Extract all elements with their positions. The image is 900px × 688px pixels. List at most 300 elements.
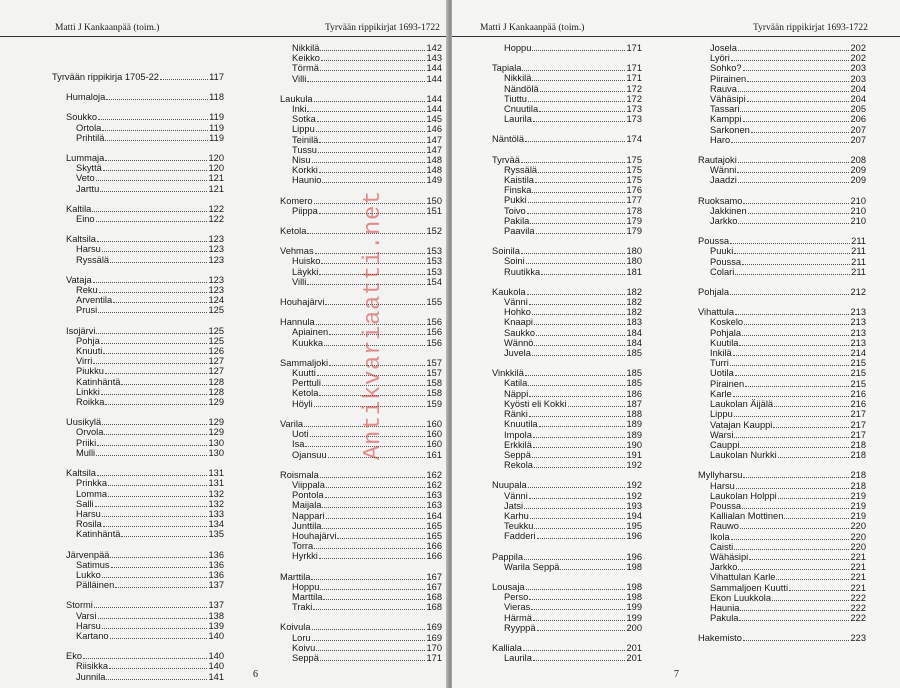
- toc-entry-page: 162: [426, 479, 442, 490]
- toc-entry-title: Warsi: [710, 429, 734, 440]
- dot-leader: [731, 135, 849, 143]
- dot-leader: [744, 317, 849, 325]
- toc-entry-page: 183: [626, 317, 642, 328]
- toc-entry-title: Haunio: [292, 175, 322, 186]
- toc-entry-page: 211: [851, 246, 866, 257]
- toc-entry-page: 148: [426, 165, 442, 176]
- toc-entry: [492, 246, 642, 256]
- dot-leader: [776, 572, 849, 580]
- toc-entry-page: 118: [209, 92, 224, 103]
- toc-entry-page: 134: [208, 519, 224, 530]
- toc-entry-title: Tussu: [292, 144, 317, 155]
- toc-entry-title: Myllyharsu: [698, 470, 743, 481]
- toc-entry-title: Ortola: [76, 122, 102, 133]
- dot-leader: [102, 244, 208, 252]
- toc-entry: [52, 112, 224, 122]
- toc-entry-title: Marttila: [280, 571, 311, 582]
- toc-entry-page: 167: [426, 571, 442, 582]
- toc-entry: [698, 562, 866, 572]
- toc-entry-page: 174: [626, 134, 642, 145]
- dot-leader: [106, 672, 207, 680]
- dot-leader: [539, 104, 625, 112]
- toc-entry-title: Koivula: [280, 622, 311, 633]
- toc-entry: [52, 519, 224, 529]
- toc-entry: [52, 560, 224, 570]
- dot-leader: [110, 550, 207, 558]
- toc-entry-title: Ruoksamo: [698, 195, 743, 206]
- toc-entry-title: Jarkko: [710, 216, 738, 227]
- dot-leader: [313, 602, 425, 610]
- toc-entry: [698, 399, 866, 409]
- dot-leader: [522, 63, 625, 71]
- dot-leader: [101, 387, 208, 395]
- toc-entry-page: 199: [626, 612, 642, 623]
- toc-entry: [698, 125, 866, 135]
- toc-entry: [280, 602, 442, 612]
- toc-entry-title: Sotka: [292, 114, 316, 125]
- toc-entry: [698, 603, 866, 613]
- toc-entry-page: 181: [626, 266, 642, 277]
- toc-entry: [492, 460, 642, 470]
- toc-entry: [492, 491, 642, 501]
- toc-entry: [698, 338, 866, 348]
- toc-entry-title: Tassari: [710, 104, 740, 115]
- dot-leader: [322, 175, 425, 183]
- toc-entry-title: Nändölä: [504, 83, 539, 94]
- toc-entry: [698, 216, 866, 226]
- toc-entry-page: 140: [208, 651, 224, 662]
- dot-leader: [773, 420, 849, 428]
- toc-entry-title: Vänni: [504, 490, 528, 501]
- dot-leader: [537, 623, 626, 631]
- dot-leader: [734, 409, 850, 417]
- dot-leader: [102, 123, 208, 131]
- toc-entry-title: Lyöri: [710, 53, 730, 64]
- dot-leader: [747, 74, 849, 82]
- toc-entry: [52, 163, 224, 173]
- toc-entry-page: 204: [850, 94, 866, 105]
- dot-leader: [102, 621, 208, 629]
- toc-entry-title: Skyttä: [76, 163, 102, 174]
- toc-entry-page: 154: [426, 276, 442, 287]
- dot-leader: [738, 562, 849, 570]
- toc-entry-title: Pohjala: [698, 287, 730, 298]
- toc-entry-title: Reku: [76, 285, 98, 296]
- toc-entry: [492, 155, 642, 165]
- toc-entry-page: 126: [208, 346, 224, 357]
- dot-leader: [96, 448, 207, 456]
- toc-entry: [280, 653, 442, 663]
- toc-entry: [280, 500, 442, 510]
- toc-entry-title: Cnuutila: [504, 104, 539, 115]
- toc-entry: [698, 317, 866, 327]
- running-header-left: [0, 0, 448, 37]
- toc-entry-page: 170: [426, 642, 442, 653]
- toc-entry-page: 136: [208, 549, 224, 560]
- toc-entry: [698, 491, 866, 501]
- dot-leader: [778, 491, 850, 499]
- toc-entry-title: Eko: [66, 651, 83, 662]
- dot-leader: [160, 72, 208, 80]
- dot-leader: [568, 399, 626, 407]
- toc-entry: [52, 468, 224, 478]
- toc-entry-title: Haunia: [710, 602, 740, 613]
- toc-entry: [492, 562, 642, 572]
- toc-entry-page: 161: [426, 449, 442, 460]
- toc-entry-page: 142: [426, 43, 442, 53]
- dot-leader: [743, 114, 850, 122]
- toc-entry-page: 201: [626, 642, 642, 653]
- dot-leader: [105, 133, 208, 141]
- toc-entry-title: Koskelo: [710, 317, 744, 328]
- dot-leader: [319, 551, 426, 559]
- toc-entry-title: Lukko: [76, 569, 101, 580]
- dot-leader: [731, 53, 850, 61]
- dot-leader: [312, 633, 426, 641]
- dot-leader: [319, 165, 426, 173]
- toc-entry-title: Ketola: [280, 226, 307, 237]
- toc-entry-title: Tiuttu: [504, 93, 527, 104]
- toc-entry-title: Caisti: [710, 541, 734, 552]
- dot-leader: [106, 92, 208, 100]
- toc-entry: [698, 74, 866, 84]
- toc-entry-title: Katila: [504, 378, 528, 389]
- toc-entry: [52, 621, 224, 631]
- dot-leader: [108, 489, 207, 497]
- toc-entry-title: Viippala: [292, 479, 325, 490]
- toc-entry-page: 203: [850, 63, 866, 74]
- toc-entry-title: Mulli: [76, 447, 96, 458]
- toc-entry-title: Colari: [710, 266, 735, 277]
- toc-entry: [698, 409, 866, 419]
- toc-entry-title: Salli: [76, 498, 94, 509]
- toc-entry-title: Härmä: [504, 612, 532, 623]
- toc-entry-page: 139: [208, 620, 224, 631]
- toc-entry-title: Stormi: [66, 600, 93, 611]
- toc-entry: [52, 550, 224, 560]
- toc-entry-title: Roikka: [76, 397, 105, 408]
- toc-entry-page: 132: [208, 498, 224, 509]
- dot-leader: [312, 622, 426, 630]
- toc-entry-title: Piirainen: [710, 73, 747, 84]
- toc-entry-page: 160: [426, 429, 442, 440]
- toc-entry-title: Roismala: [280, 469, 319, 480]
- toc-entry-title: Junnila: [76, 671, 106, 682]
- toc-entry: [698, 246, 866, 256]
- dot-leader: [321, 53, 426, 61]
- toc-entry-title: Pirainen: [710, 378, 745, 389]
- toc-entry: [492, 623, 642, 633]
- dot-leader: [529, 592, 625, 600]
- dot-leader: [93, 275, 208, 283]
- dot-leader: [735, 267, 850, 275]
- toc-entry-page: 215: [850, 358, 866, 369]
- toc-entry: [52, 346, 224, 356]
- toc-entry-page: 119: [209, 112, 224, 123]
- dot-leader: [100, 184, 207, 192]
- dot-leader: [740, 440, 849, 448]
- toc-entry-title: Fadderi: [504, 531, 536, 542]
- toc-entry: [492, 430, 642, 440]
- toc-entry: [52, 611, 224, 621]
- dot-leader: [121, 529, 207, 537]
- toc-entry-page: 124: [208, 295, 224, 306]
- toc-entry-title: Inkilä: [710, 348, 732, 359]
- dot-leader: [532, 450, 626, 458]
- toc-entry: [52, 377, 224, 387]
- toc-entry-title: Kartano: [76, 630, 109, 641]
- toc-entry: [492, 297, 642, 307]
- toc-entry-title: Pontola: [292, 490, 324, 501]
- dot-leader: [320, 582, 425, 590]
- toc-entry: [698, 511, 866, 521]
- dot-leader: [525, 134, 625, 142]
- dot-leader: [532, 185, 625, 193]
- toc-entry-page: 218: [850, 439, 866, 450]
- dot-leader: [530, 216, 625, 224]
- toc-entry-title: Puuki: [710, 246, 734, 257]
- dot-leader: [751, 125, 850, 133]
- toc-entry: [52, 427, 224, 437]
- toc-entry-title: Laurila: [504, 114, 532, 125]
- dot-leader: [96, 173, 208, 181]
- toc-entry: [492, 165, 642, 175]
- dot-leader: [532, 73, 625, 81]
- toc-entry: [698, 307, 866, 317]
- toc-entry: [698, 328, 866, 338]
- dot-leader: [534, 521, 625, 529]
- dot-leader: [530, 511, 626, 519]
- dot-leader: [743, 470, 849, 478]
- toc-entry-page: 201: [626, 653, 642, 664]
- dot-leader: [527, 206, 626, 214]
- toc-entry: [698, 287, 866, 297]
- toc-entry-title: Katinhäntä: [76, 529, 121, 540]
- dot-leader: [110, 631, 208, 639]
- dot-leader: [110, 255, 207, 263]
- header-editor: Matti J Kankaanpää (toim.): [480, 23, 585, 33]
- dot-leader: [532, 348, 626, 356]
- toc-entry-title: Impola: [504, 429, 532, 440]
- toc-entry-title: Humaloja: [66, 92, 106, 103]
- dot-leader: [526, 256, 626, 264]
- dot-leader: [528, 480, 626, 488]
- toc-entry-page: 165: [426, 530, 442, 541]
- toc-entry: [492, 195, 642, 205]
- toc-entry: [52, 153, 224, 163]
- toc-entry: [492, 256, 642, 266]
- dot-leader: [738, 155, 850, 163]
- toc-entry-page: 127: [208, 366, 224, 377]
- toc-entry-page: 171: [626, 63, 642, 74]
- toc-entry-title: Vinkkilä: [492, 368, 524, 379]
- toc-entry-page: 156: [426, 327, 442, 338]
- toc-entry: [492, 511, 642, 521]
- toc-entry-page: 144: [426, 104, 442, 115]
- toc-entry-page: 147: [426, 144, 442, 155]
- dot-leader: [537, 531, 626, 539]
- toc-entry: [52, 356, 224, 366]
- toc-entry-page: 195: [626, 521, 642, 532]
- toc-entry-title: Piippa: [292, 205, 318, 216]
- toc-entry-title: Nikkilä: [292, 43, 320, 53]
- toc-entry-title: Koivu: [292, 642, 316, 653]
- dot-leader: [96, 326, 207, 334]
- toc-entry: [492, 552, 642, 562]
- toc-entry-page: 123: [208, 244, 224, 255]
- toc-entry-page: 136: [208, 559, 224, 570]
- toc-entry: [52, 123, 224, 133]
- toc-entry: [280, 74, 442, 84]
- toc-entry: [280, 155, 442, 165]
- toc-entry: [492, 287, 642, 297]
- toc-entry-title: Järvenpää: [66, 549, 110, 560]
- toc-entry: [492, 94, 642, 104]
- toc-entry-page: 144: [426, 63, 442, 74]
- toc-entry-title: Wänni: [710, 165, 737, 176]
- dot-leader: [109, 661, 207, 669]
- toc-entry-title: Uotila: [710, 368, 734, 379]
- toc-entry-page: 144: [426, 73, 442, 84]
- dot-leader: [105, 153, 207, 161]
- toc-entry-page: 202: [850, 53, 866, 64]
- toc-entry-page: 166: [426, 541, 442, 552]
- toc-entry-title: Prusi: [76, 305, 98, 316]
- toc-entry: [492, 419, 642, 429]
- right-page: [452, 0, 900, 688]
- dot-leader: [541, 267, 625, 275]
- toc-entry-page: 128: [208, 386, 224, 397]
- toc-entry: [492, 226, 642, 236]
- toc-entry: [698, 613, 866, 623]
- dot-leader: [733, 389, 850, 397]
- dot-leader: [97, 468, 208, 476]
- dot-leader: [98, 611, 208, 619]
- toc-entry: [698, 440, 866, 450]
- toc-entry-title: Prihtilä: [76, 132, 105, 143]
- toc-entry-page: 156: [426, 317, 442, 328]
- toc-entry: [698, 104, 866, 114]
- toc-entry-title: Sammaljoen Kuutti: [710, 582, 789, 593]
- toc-entry: [52, 204, 224, 214]
- dot-leader: [743, 633, 850, 641]
- toc-entry-title: Perttuli: [292, 378, 321, 389]
- toc-entry-page: 175: [626, 175, 642, 186]
- toc-entry-page: 127: [208, 356, 224, 367]
- toc-entry: [52, 651, 224, 661]
- dot-leader: [102, 417, 207, 425]
- dot-leader: [105, 366, 208, 374]
- toc-entry-title: Saukko: [504, 327, 536, 338]
- toc-entry-page: 136: [208, 569, 224, 580]
- toc-entry-title: Näppi: [504, 388, 529, 399]
- toc-entry-title: Varsi: [76, 610, 97, 621]
- dot-leader: [742, 257, 850, 265]
- toc-entry-page: 175: [626, 164, 642, 175]
- dot-leader: [105, 397, 207, 405]
- dot-leader: [307, 104, 425, 112]
- toc-entry-page: 144: [426, 93, 442, 104]
- toc-entry-page: 213: [850, 317, 866, 328]
- dot-leader: [528, 94, 626, 102]
- toc-entry: [52, 417, 224, 427]
- dot-leader: [323, 592, 425, 600]
- toc-entry-title: Eino: [76, 214, 95, 225]
- toc-entry: [492, 43, 642, 53]
- dot-leader: [736, 481, 850, 489]
- toc-entry-title: Finska: [504, 185, 532, 196]
- header-title: Tyrvään rippikirjat 1693-1722: [753, 23, 868, 33]
- toc-entry-title: Teinilä: [292, 134, 319, 145]
- toc-entry: [52, 438, 224, 448]
- toc-entry-page: 216: [850, 388, 866, 399]
- toc-entry-page: 203: [850, 73, 866, 84]
- toc-entry: [492, 653, 642, 663]
- toc-entry: [492, 73, 642, 83]
- dot-leader: [521, 246, 626, 254]
- toc-entry-page: 171: [626, 73, 642, 84]
- dot-leader: [320, 470, 426, 478]
- toc-entry-title: Loru: [292, 632, 311, 643]
- toc-entry: [52, 499, 224, 509]
- toc-entry-title: Rekola: [504, 460, 533, 471]
- toc-entry-title: Katinhäntä: [76, 376, 121, 387]
- toc-entry: [698, 267, 866, 277]
- toc-entry-page: 185: [626, 378, 642, 389]
- toc-entry-title: Junttila: [292, 520, 322, 531]
- dot-leader: [789, 583, 849, 591]
- toc-entry-title: Ryssälä: [76, 254, 110, 265]
- toc-entry: [52, 255, 224, 265]
- toc-entry-page: 221: [850, 582, 866, 593]
- toc-entry-title: Traki: [292, 602, 313, 613]
- dot-leader: [521, 155, 626, 163]
- toc-entry-title: Höyli: [292, 398, 313, 409]
- toc-entry: [52, 489, 224, 499]
- toc-entry-title: Laukula: [280, 93, 313, 104]
- toc-entry: [698, 532, 866, 542]
- toc-entry-title: Villi: [292, 73, 307, 84]
- dot-leader: [94, 600, 208, 608]
- toc-entry: [52, 285, 224, 295]
- toc-entry-title: Cauppi: [710, 439, 740, 450]
- toc-entry-title: Jarkko: [710, 562, 738, 573]
- toc-entry-page: 211: [851, 266, 866, 277]
- toc-entry-page: 123: [208, 234, 224, 245]
- toc-entry-page: 207: [850, 134, 866, 145]
- toc-entry-page: 140: [208, 661, 224, 672]
- dot-leader: [734, 542, 849, 550]
- toc-entry-title: Nisu: [292, 155, 311, 166]
- dot-leader: [98, 305, 207, 313]
- toc-entry-page: 132: [208, 488, 224, 499]
- dot-leader: [742, 501, 849, 509]
- toc-entry-page: 157: [426, 368, 442, 379]
- toc-entry-title: Sammaljoki: [280, 357, 329, 368]
- dot-leader: [529, 389, 625, 397]
- toc-entry: [492, 409, 642, 419]
- toc-entry-page: 169: [426, 622, 442, 633]
- toc-entry-page: 169: [426, 632, 442, 643]
- toc-entry: [280, 622, 442, 632]
- dot-leader: [314, 541, 425, 549]
- toc-column-4: [698, 43, 866, 644]
- toc-entry-page: 131: [208, 468, 224, 479]
- dot-leader: [337, 531, 425, 539]
- dot-leader: [316, 643, 425, 651]
- toc-entry-page: 179: [626, 215, 642, 226]
- toc-entry: [698, 552, 866, 562]
